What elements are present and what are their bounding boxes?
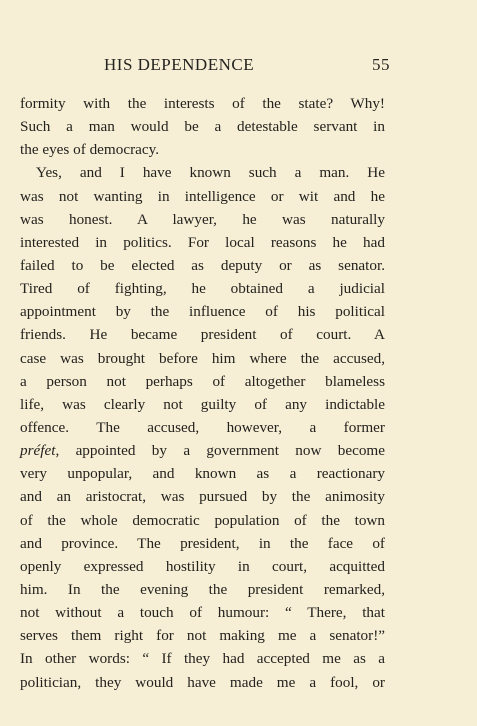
text-line: politician, they would have made me a fool, or [20,673,385,691]
text-line: offence. The accused, however, a former [20,418,385,436]
text-line: was not wanting in intelligence or wit and he [20,187,385,205]
text-line: Tired of fighting, he obtained a judicial [20,280,385,298]
text-line: life, was clearly not guilty of any indictable [20,395,385,413]
text-line: failed to be elected as deputy or as senator. [20,256,385,274]
text-line: In other words: “ If they had accepted me as a [20,650,385,668]
text-line: Such a man would be a detestable servant in [20,118,385,136]
text-fragment: , appointed by a government now become [55,442,385,460]
italic-term: préfet [20,442,56,460]
text-line: and province. The president, in the face of [20,534,385,552]
chapter-title: HIS DEPENDENCE [104,55,255,74]
text-line: openly expressed hostility in court, acquitted [20,557,385,575]
text-line: Yes, and I have known such a man. He [36,164,385,182]
running-head [20,55,390,79]
text-line: him. In the evening the president remarked, [20,580,385,598]
text-line: of the whole democratic population of the town [20,511,385,529]
text-line: a person not perhaps of altogether blameless [20,372,385,390]
body-text [20,92,385,694]
text-line: interested in politics. For local reasons he had [20,233,385,251]
text-line: and an aristocrat, was pursued by the animosity [20,488,385,506]
text-line: the eyes of democracy. [20,141,160,159]
text-line: not without a touch of humour: “ There, that [20,604,385,622]
text-line: formity with the interests of the state? Why! [20,95,385,112]
text-line: very unpopular, and known as a reactionary [20,465,385,483]
text-line: case was brought before him where the accused, [20,349,385,367]
text-line: was honest. A lawyer, he was naturally [20,210,385,228]
text-line: appointment by the influence of his political [20,303,385,321]
text-line-mixed [20,439,385,462]
page-number: 55 [372,55,390,74]
text-line: friends. He became president of court. A [20,326,385,344]
text-line: serves them right for not making me a senator!” [20,627,385,645]
